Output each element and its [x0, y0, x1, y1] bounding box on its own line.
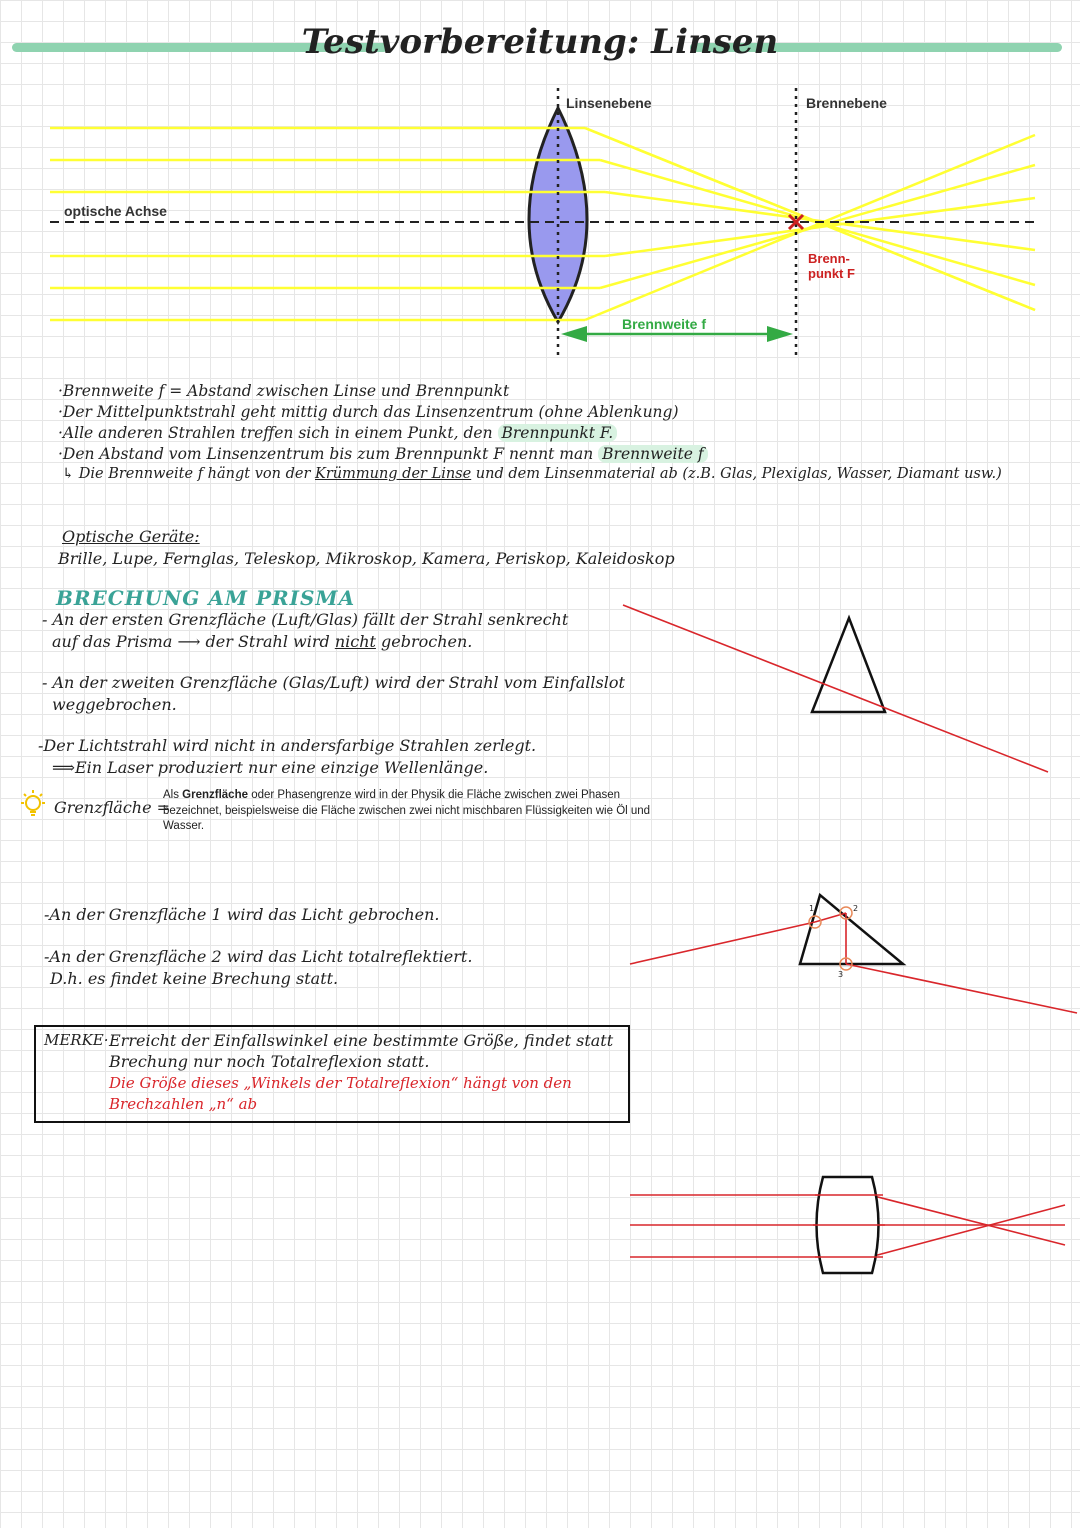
prism-point-3b: ⟹Ein Laser produziert nur eine einzige Wellenlänge. [52, 758, 489, 777]
merke-line-1: Erreicht der Einfallswinkel eine bestimmte Größe, findet statt [109, 1031, 614, 1050]
definition-pre: Als [163, 789, 183, 801]
incoming-rays [50, 128, 530, 320]
prism-point-2b: weggebrochen. [52, 695, 177, 714]
prism-point-1b [52, 632, 472, 651]
prism-diagram-2 [625, 885, 1080, 1025]
prism-point-1b-text: auf das Prisma ⟶ der Strahl wird [52, 632, 335, 651]
note-other-rays [58, 424, 617, 442]
note-distance-text: ·Den Abstand vom Linsenzentrum bis zum Brennpunkt F nennt man [58, 445, 599, 463]
definition-line-3: Wasser. [163, 820, 205, 832]
lens-diagram [40, 80, 1040, 370]
prism-not-word: nicht [334, 632, 376, 651]
prism-ray-2-in [630, 922, 815, 964]
note-curvature-b: Krümmung der Linse [315, 466, 472, 482]
prism-triangle-2 [800, 895, 903, 964]
refracted-rays [585, 128, 1035, 320]
definition-bold: Grenzfläche [182, 789, 248, 801]
lens-plane-label: Linsenebene [566, 95, 652, 111]
page-title: Testvorbereitung: Linsen [301, 22, 779, 62]
note-curvature [62, 466, 1002, 482]
prism-diagram-1 [620, 600, 1060, 780]
focal-length-label: Brennweite f [622, 316, 707, 332]
note-curvature-a: ↳ Die Brennweite f hängt von der [62, 466, 315, 482]
prism-point-3a: -Der Lichtstrahl wird nicht in andersfarbige Strahlen zerlegt. [38, 736, 537, 755]
definition-line-1 [163, 788, 650, 804]
focal-point-highlight: Brennpunkt F. [498, 424, 618, 442]
merke-line-3: Die Größe dieses „Winkels der Totalreflexion“ hängt von den [109, 1074, 572, 1092]
optical-devices-list: Brille, Lupe, Fernglas, Teleskop, Mikroskop, Kamera, Periskop, Kaleidoskop [58, 549, 675, 568]
focal-plane-label: Brennebene [806, 95, 887, 111]
focal-length-highlight: Brennweite f [598, 445, 707, 463]
note-distance [58, 445, 708, 463]
definition-term: Grenzfläche = [54, 798, 171, 817]
merke-label: MERKE· [44, 1031, 109, 1049]
definition-text [163, 788, 650, 835]
reflection-line-2: -An der Grenzfläche 2 wird das Licht totalreflektiert. [44, 947, 473, 966]
prism-triangle [812, 618, 885, 712]
reflection-line-1: -An der Grenzfläche 1 wird das Licht gebrochen. [44, 905, 440, 924]
prism-point-1a: - An der ersten Grenzfläche (Luft/Glas) fällt der Strahl senkrecht [42, 610, 569, 629]
prism-point-1b-end: gebrochen. [375, 632, 473, 651]
lens-diagram-2 [625, 1165, 1070, 1290]
merke-line-4: Brechzahlen „n“ ab [109, 1095, 258, 1113]
lightbulb-icon [16, 788, 50, 822]
reflection-line-3: D.h. es findet keine Brechung statt. [50, 969, 339, 988]
focal-point-label: Brenn- punkt F [808, 251, 855, 281]
note-other-rays-text: ·Alle anderen Strahlen treffen sich in einem Punkt, den [58, 424, 498, 442]
note-focal-length: ·Brennweite f = Abstand zwischen Linse und Brennpunkt [58, 382, 510, 400]
merke-line-2: Brechung nur noch Totalreflexion statt. [109, 1052, 430, 1071]
definition-line-2: bezeichnet, beispielsweise die Fläche zwischen zwei nicht mischbaren Flüssigkeiten wie Öl und [163, 804, 651, 817]
interface-label-3: 3 [838, 970, 844, 979]
note-curvature-c: und dem Linsenmaterial ab (z.B. Glas, Plexiglas, Wasser, Diamant usw.) [471, 466, 1002, 482]
interface-label-2: 2 [853, 904, 859, 913]
note-center-ray: ·Der Mittelpunktstrahl geht mittig durch das Linsenzentrum (ohne Ablenkung) [58, 403, 679, 421]
interface-label-1: 1 [809, 904, 815, 913]
definition-line1-rest: oder Phasengrenze wird in der Physik die Fläche zwischen zwei Phasen [248, 789, 621, 801]
optical-axis-label: optische Achse [64, 203, 167, 219]
prism-ray [623, 605, 1048, 772]
optical-devices-heading: Optische Geräte: [62, 527, 200, 546]
prism-ray-2-out [846, 964, 1077, 1013]
prism-heading: BRECHUNG AM PRISMA [56, 586, 356, 610]
prism-point-2a: - An der zweiten Grenzfläche (Glas/Luft) wird der Strahl vom Einfallslot [42, 673, 625, 692]
